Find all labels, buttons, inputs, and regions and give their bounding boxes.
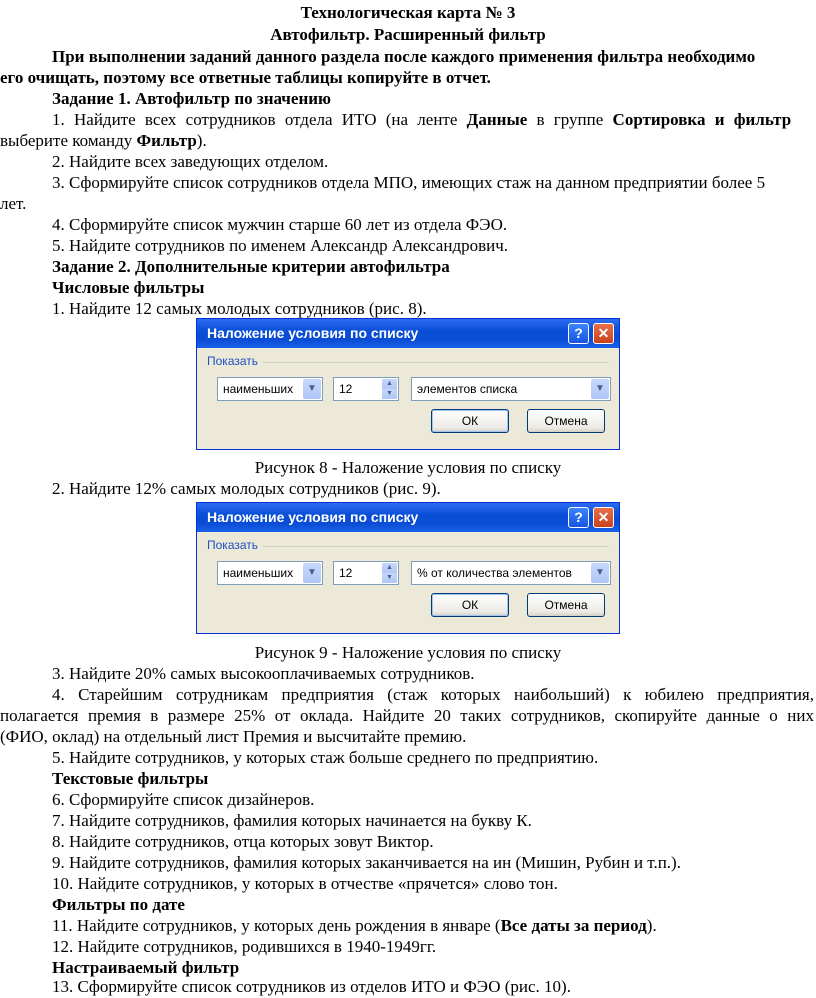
spin-down-icon[interactable]: ▼	[382, 573, 397, 583]
task2-item9: 9. Найдите сотрудников, фамилия которых заканчивается на ин (Мишин, Рубин и т.п.).	[52, 853, 681, 872]
task1-item4: 4. Сформируйте список мужчин старше 60 лет из отдела ФЭО.	[52, 215, 508, 234]
intro-line-2: его очищать, поэтому все ответные таблицы копируйте в отчет.	[0, 68, 491, 87]
unit-value: % от количества элементов	[417, 566, 572, 580]
task1-item1-line2: выберите команду Фильтр).	[0, 131, 207, 150]
task2-item5: 5. Найдите сотрудников, у которых стаж больше среднего по предприятию.	[52, 748, 599, 767]
task2-item3: 3. Найдите 20% самых высокооплачиваемых сотрудников.	[52, 664, 475, 683]
spin-up-icon[interactable]: ▲	[382, 379, 397, 389]
mode-dropdown[interactable]	[217, 561, 323, 585]
task2-item1: 1. Найдите 12 самых молодых сотрудников (рис. 8).	[52, 299, 427, 318]
group-divider	[263, 362, 609, 363]
show-group-label: Показать	[207, 354, 259, 368]
task1-item5: 5. Найдите сотрудников по именем Александр Александрович.	[52, 236, 509, 255]
doc-subtitle: Автофильтр. Расширенный фильтр	[270, 25, 546, 44]
unit-value: элементов списка	[417, 382, 518, 396]
date-filters-heading: Фильтры по дате	[52, 895, 185, 914]
count-value: 12	[339, 382, 353, 396]
custom-filter-heading: Настраиваемый фильтр	[52, 958, 240, 977]
task2-item4-line2: полагается премия в размере 25% от оклада. Найдите 20 таких сотрудников, скопируйте данные о них	[0, 706, 814, 725]
spin-down-icon[interactable]: ▼	[382, 389, 397, 399]
spin-up-icon[interactable]: ▲	[382, 563, 397, 573]
mode-dropdown[interactable]	[217, 377, 323, 401]
count-spinner[interactable]	[333, 561, 399, 585]
ok-button[interactable]: ОК	[431, 409, 509, 433]
task1-item3-line1: 3. Сформируйте список сотрудников отдела МПО, имеющих стаж на данном предприятии более 5	[52, 173, 766, 192]
dialog-titlebar	[197, 319, 619, 348]
task1-item2: 2. Найдите всех заведующих отделом.	[52, 152, 329, 171]
count-spinner[interactable]	[333, 377, 399, 401]
unit-dropdown[interactable]	[411, 561, 611, 585]
task2-item4-line3: (ФИО, оклад) на отдельный лист Премия и высчитайте премию.	[0, 727, 467, 746]
task1-item3-line2: лет.	[0, 194, 27, 213]
task1-heading: Задание 1. Автофильтр по значению	[52, 89, 332, 108]
intro-line-1: При выполнении заданий данного раздела после каждого применения фильтра необходимо	[52, 47, 756, 66]
ok-button[interactable]: ОК	[431, 593, 509, 617]
chevron-down-icon[interactable]: ▼	[591, 563, 609, 583]
top10-dialog-2	[196, 502, 620, 634]
task1-item1-line1: 1. Найдите всех сотрудников отдела ИТО (на ленте Данные в группе Сортировка и фильтр	[52, 110, 792, 129]
task2-item7: 7. Найдите сотрудников, фамилия которых начинается на букву К.	[52, 811, 532, 830]
help-icon[interactable]: ?	[568, 507, 589, 528]
figure9-caption: Рисунок 9 - Наложение условия по списку	[254, 643, 562, 662]
chevron-down-icon[interactable]: ▼	[591, 379, 609, 399]
task2-item13: 13. Сформируйте список сотрудников из отделов ИТО и ФЭО (рис. 10).	[52, 977, 571, 996]
close-icon[interactable]: ✕	[593, 323, 614, 344]
mode-value: наименьших	[223, 566, 294, 580]
doc-title: Технологическая карта № 3	[300, 3, 516, 22]
chevron-down-icon[interactable]: ▼	[303, 379, 321, 399]
figure8-caption: Рисунок 8 - Наложение условия по списку	[254, 458, 562, 477]
text-filters-heading: Текстовые фильтры	[52, 769, 209, 788]
numeric-filters-heading: Числовые фильтры	[52, 278, 205, 297]
dialog-title: Наложение условия по списку	[207, 325, 419, 341]
task2-item8: 8. Найдите сотрудников, отца которых зовут Виктор.	[52, 832, 434, 851]
cancel-button[interactable]: Отмена	[527, 409, 605, 433]
group-divider	[263, 546, 609, 547]
show-group-label: Показать	[207, 538, 259, 552]
task2-item12: 12. Найдите сотрудников, родившихся в 1940-1949гг.	[52, 937, 437, 956]
task2-item10: 10. Найдите сотрудников, у которых в отчестве «прячется» слово тон.	[52, 874, 558, 893]
task2-heading: Задание 2. Дополнительные критерии автофильтра	[52, 257, 450, 276]
dialog-title: Наложение условия по списку	[207, 509, 419, 525]
mode-value: наименьших	[223, 382, 294, 396]
cancel-button[interactable]: Отмена	[527, 593, 605, 617]
task2-item11: 11. Найдите сотрудников, у которых день рождения в январе (Все даты за период).	[52, 916, 657, 935]
dialog-titlebar	[197, 503, 619, 532]
top10-dialog-1	[196, 318, 620, 450]
count-value: 12	[339, 566, 353, 580]
help-icon[interactable]: ?	[568, 323, 589, 344]
chevron-down-icon[interactable]: ▼	[303, 563, 321, 583]
task2-item6: 6. Сформируйте список дизайнеров.	[52, 790, 315, 809]
task2-item4-line1: 4. Старейшим сотрудникам предприятия (стаж которых наибольший) к юбилею предприятия,	[52, 685, 814, 704]
close-icon[interactable]: ✕	[593, 507, 614, 528]
task2-item2: 2. Найдите 12% самых молодых сотрудников (рис. 9).	[52, 479, 441, 498]
unit-dropdown[interactable]	[411, 377, 611, 401]
